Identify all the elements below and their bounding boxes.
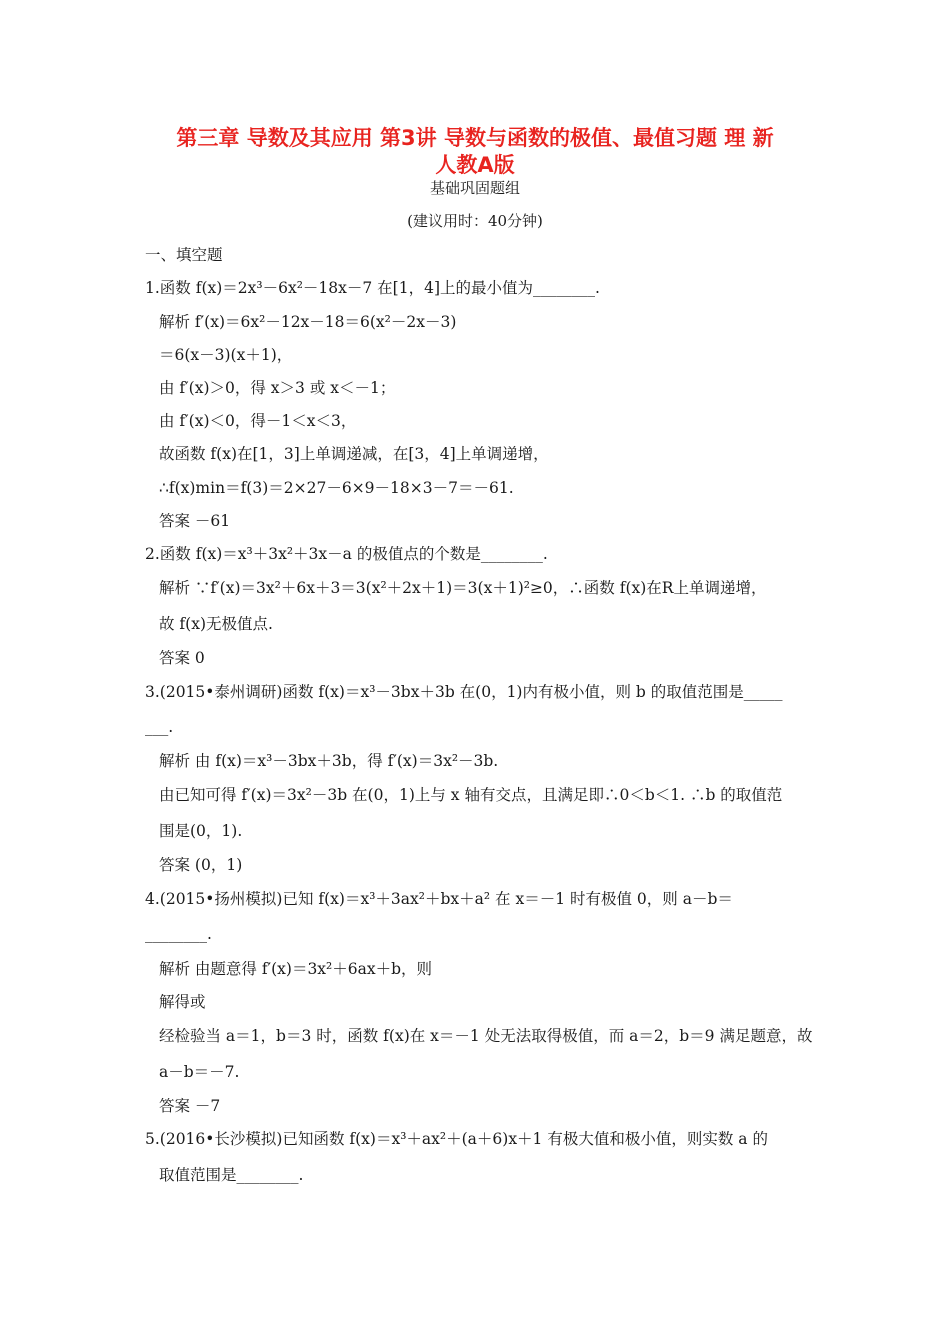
problem-5-question: 取值范围是________. bbox=[159, 1166, 304, 1184]
problem-1-analysis-line: 由 f′(x)＞0，得 x＞3 或 x＜－1； bbox=[159, 379, 396, 397]
problem-3-answer: 答案 (0，1) bbox=[159, 856, 243, 874]
problem-3-analysis-line: 由已知可得 f′(x)＝3x²－3b 在(0，1)上与 x 轴有交点，且满足即∴0＜b＜1. ∴b 的取值范 bbox=[159, 786, 783, 804]
problem-1-analysis-line: 解析 f′(x)＝6x²－12x－18＝6(x²－2x－3) bbox=[159, 313, 457, 331]
subtitle: 基础巩固题组 bbox=[429, 179, 520, 197]
problem-1-answer: 答案 －61 bbox=[159, 512, 231, 530]
problem-3-analysis-line: 围是(0，1). bbox=[159, 822, 243, 840]
problem-1-analysis-line: ＝6(x－3)(x＋1)， bbox=[159, 346, 293, 364]
problem-1-analysis-line: 由 f′(x)＜0，得－1＜x＜3， bbox=[159, 412, 357, 430]
problem-1-analysis-line: 故函数 f(x)在[1，3]上单调递减，在[3，4]上单调递增， bbox=[159, 445, 549, 463]
problem-2-question: 2.函数 f(x)＝x³＋3x²＋3x－a 的极值点的个数是________. bbox=[145, 545, 548, 563]
document-title-line-1: 第三章 导数及其应用 第3讲 导数与函数的极值、最值习题 理 新 bbox=[176, 126, 774, 150]
problem-5-question: 5.(2016•长沙模拟)已知函数 f(x)＝x³＋ax²＋(a＋6)x＋1 有极大值和极小值，则实数 a 的 bbox=[145, 1130, 768, 1148]
problem-3-analysis-line: 解析 由 f(x)＝x³－3bx＋3b，得 f′(x)＝3x²－3b. bbox=[159, 752, 499, 770]
problem-4-analysis-line: 解得或 bbox=[159, 993, 206, 1011]
problem-3-question: 3.(2015•泰州调研)函数 f(x)＝x³－3bx＋3b 在(0，1)内有极小值，则 b 的取值范围是_____ bbox=[145, 683, 783, 701]
problem-4-question: ________. bbox=[145, 925, 212, 943]
section-heading: 一、填空题 bbox=[145, 246, 223, 264]
problem-2-analysis-line: 故 f(x)无极值点. bbox=[159, 615, 273, 633]
time-note: (建议用时：40分钟) bbox=[407, 212, 543, 230]
problem-3-question: ___. bbox=[145, 718, 174, 736]
problem-4-analysis-line: a－b＝－7. bbox=[159, 1063, 240, 1081]
problem-4-answer: 答案 －7 bbox=[159, 1097, 221, 1115]
problem-1-question: 1.函数 f(x)＝2x³－6x²－18x－7 在[1，4]上的最小值为________. bbox=[145, 279, 600, 297]
problem-4-question: 4.(2015•扬州模拟)已知 f(x)＝x³＋3ax²＋bx＋a² 在 x＝－1 时有极值 0，则 a－b＝ bbox=[145, 890, 733, 908]
problem-4-analysis-line: 解析 由题意得 f′(x)＝3x²＋6ax＋b，则 bbox=[159, 960, 433, 978]
problem-1-analysis-line: ∴f(x)min＝f(3)＝2×27－6×9－18×3－7＝－61. bbox=[159, 479, 514, 497]
problem-2-answer: 答案 0 bbox=[159, 649, 205, 667]
problem-4-analysis-line: 经检验当 a＝1，b＝3 时，函数 f(x)在 x＝－1 处无法取得极值，而 a＝2，b＝9 满足题意，故 bbox=[159, 1027, 813, 1045]
document-title-line-2: 人教A版 bbox=[435, 153, 515, 177]
problem-2-analysis-line: 解析 ∵f′(x)＝3x²＋6x＋3＝3(x²＋2x＋1)＝3(x＋1)²≥0，∴函数 f(x)在R上单调递增， bbox=[159, 579, 767, 597]
